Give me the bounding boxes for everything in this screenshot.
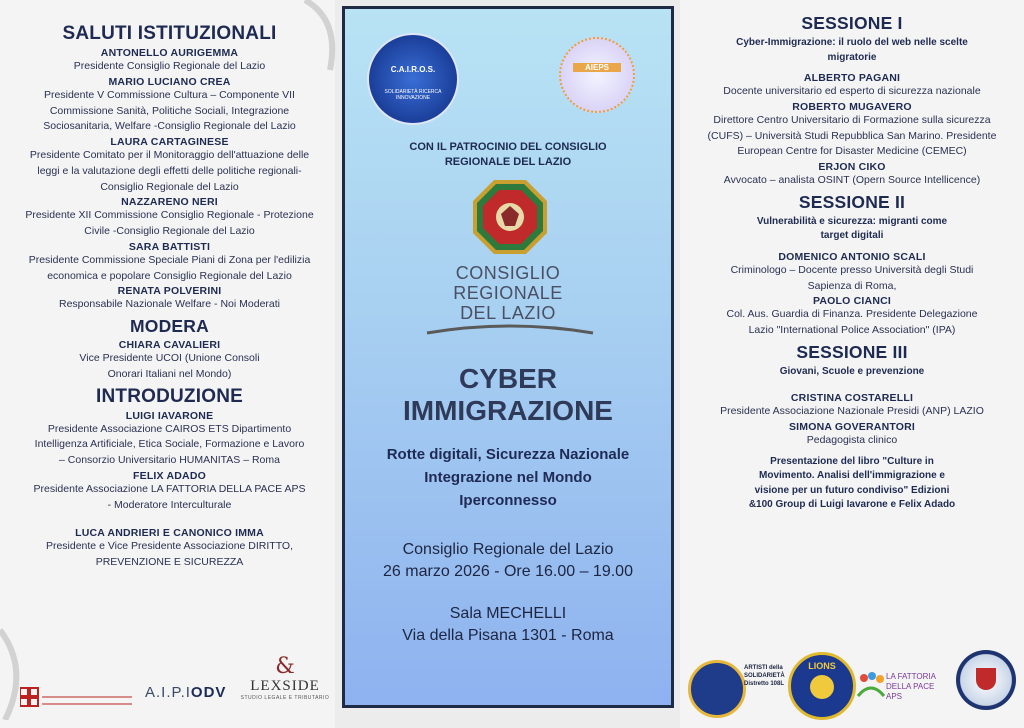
person-name: RENATA POLVERINI [117, 285, 222, 298]
aieps-logo [559, 37, 635, 113]
session-3-list [696, 392, 1008, 449]
person-name: SIMONA GOVERANTORI [788, 421, 916, 433]
session-3-title: SESSIONE III [796, 341, 908, 362]
person-role: Presidente Associazione LA FATTORIA DELLA PACE APS - Moderatore Interculturale [33, 482, 306, 511]
event-info [345, 539, 671, 647]
consiglio-logo-text [425, 263, 591, 323]
person-role: Avvocato – analista OSINT (Opern Source Intellicence) [723, 174, 981, 186]
police-shield-icon [976, 668, 996, 690]
person-role: Presidente V Commissione Cultura – Componente VII Commissione Sanità, Politiche Sociali, Integrazione Sociosanitaria, Welfare -Consiglio Regionale del Lazio [43, 88, 296, 133]
fattoria-text: LA FATTORIA DELLA PACE APS [886, 672, 936, 701]
logo-line: CONSIGLIO [455, 263, 561, 283]
logo-underline-icon [425, 323, 595, 337]
person-role: Presidente Associazione Nazionale Presidi (ANP) LAZIO [720, 405, 984, 418]
person-entry [696, 392, 1008, 420]
person-role: Presidente XII Commissione Consiglio Regionale - Protezione Civile -Consiglio Regionale del Lazio [25, 209, 314, 237]
person-name: ROBERTO MUGAVERO [792, 100, 912, 113]
logo-line: REGIONALE [453, 283, 563, 303]
person-entry [22, 410, 317, 469]
logo-fattoria [856, 666, 952, 706]
venue-text: Consiglio Regionale del Lazio [402, 541, 614, 558]
logo-artisti [688, 654, 788, 718]
person-entry [22, 47, 317, 75]
intro-list [22, 410, 317, 571]
lexside-symbol-icon: & [275, 654, 295, 679]
regione-lazio-crest-icon [471, 178, 549, 256]
event-title [345, 363, 671, 427]
person-role: Docente universitario ed esperto di sicurezza nazionale [723, 85, 981, 97]
person-entry [696, 101, 1008, 160]
person-entry [696, 295, 1008, 339]
left-panel [0, 0, 335, 728]
session-1-list [696, 72, 1008, 189]
person-role: Presidente Comitato per il Monitoraggio dell'attuazione delle leggi e la valutazione degli effetti delle politiche regionali-Consiglio Regionale del Lazio [29, 149, 310, 193]
logo-police-association [956, 650, 1016, 710]
modera-entry [22, 339, 317, 383]
person-name: LAURA CARTAGINESE [110, 136, 229, 148]
person-role: Criminologo – Docente presso Università degli Studi Sapienza di Roma, [730, 263, 974, 292]
artisti-text: ARTISTI della SOLIDARIETÀ Distretto 108L [744, 665, 785, 687]
lions-center-icon [810, 675, 834, 699]
person-name: DOMENICO ANTONIO SCALI [778, 250, 926, 263]
session-2-title: SESSIONE II [798, 191, 906, 212]
aipi-text: A.I.P.I [145, 684, 191, 701]
cairos-sub: SOLIDARIETÀ RICERCA INNOVAZIONE [384, 89, 442, 101]
person-name: ANTONELLO AURIGEMMA [100, 47, 239, 59]
logo-aipi [145, 684, 226, 701]
room-text: Sala MECHELLI [449, 605, 567, 622]
person-role: Pedagogista clinico [806, 434, 898, 446]
person-entry [696, 421, 1008, 449]
person-entry [22, 241, 317, 285]
session-3-subtitle: Giovani, Scuole e prevenzione [779, 365, 925, 377]
cairos-logo [367, 33, 459, 125]
person-name: CHIARA CAVALIERI [118, 339, 221, 351]
person-name: NAZZARENO NERI [121, 196, 218, 209]
fattoria-people-icon [856, 670, 886, 700]
book-presentation: Presentazione del libro "Culture in Movimento. Analisi dell'immigrazione e visione per un futuro condiviso" Edizioni &100 Group di Luigi Iavarone e Felix Adado [748, 455, 956, 511]
subtitle-line: Iperconnesso [459, 492, 557, 509]
person-name: LUCA ANDRIERI E CANONICO IMMA [75, 527, 264, 540]
lexside-text: LEXSIDE [250, 678, 320, 694]
modera-title: MODERA [130, 316, 209, 336]
session-1-title: SESSIONE I [801, 13, 903, 33]
session-2-list [696, 251, 1008, 339]
person-name: LUIGI IAVARONE [125, 409, 214, 422]
swirl-decoration-icon [300, 0, 342, 80]
right-panel [680, 0, 1024, 728]
person-role: Presidente Consiglio Regionale del Lazio [73, 60, 266, 72]
session-2-subtitle: Vulnerabilità e sicurezza: migranti come target digitali [756, 215, 948, 242]
person-role: Responsabile Nazionale Welfare - Noi Moderati [59, 298, 280, 311]
lions-text: LIONS [808, 661, 836, 671]
person-entry [22, 285, 317, 313]
aieps-label: AIEPS [573, 63, 621, 72]
person-entry [22, 76, 317, 135]
person-entry [22, 136, 317, 195]
saluti-list [22, 47, 317, 313]
person-entry [22, 196, 317, 240]
subtitle-line: Rotte digitali, Sicurezza Nazionale [386, 446, 630, 463]
person-entry [22, 470, 317, 514]
person-entry [696, 161, 1008, 189]
date-text: 26 marzo 2026 - Ore 16.00 – 19.00 [383, 563, 633, 580]
address-text: Via della Pisana 1301 - Roma [402, 627, 614, 644]
person-entry [22, 527, 317, 571]
event-subtitle [345, 443, 671, 512]
person-role: Presidente e Vice Presidente Associazione DIRITTO, PREVENZIONE E SICUREZZA [45, 540, 294, 568]
intro-title: INTRODUZIONE [95, 385, 243, 407]
person-name: CRISTINA COSTARELLI [790, 392, 914, 405]
title-line-2: IMMIGRAZIONE [403, 395, 613, 426]
person-role: Presidente Commissione Speciale Piani di Zona per l'edilizia economica e popolare Consiglio Regionale del Lazio [28, 253, 311, 282]
person-name: ERJON CIKO [818, 161, 886, 173]
person-name: FELIX ADADO [133, 469, 206, 482]
center-panel [342, 6, 674, 708]
logo-line: DEL LAZIO [460, 303, 556, 323]
patrocinio-text: CON IL PATROCINIO DEL CONSIGLIO REGIONALE DEL LAZIO [409, 141, 607, 168]
subtitle-line: Integrazione nel Mondo [424, 469, 592, 486]
title-line-1: CYBER [458, 363, 557, 394]
logo-lexside [240, 656, 330, 701]
artisti-badge-icon [688, 660, 746, 718]
person-name: ALBERTO PAGANI [803, 72, 901, 84]
person-name: MARIO LUCIANO CREA [108, 75, 231, 88]
saluti-title: SALUTI ISTITUZIONALI [62, 23, 277, 44]
person-name: PAOLO CIANCI [812, 295, 892, 308]
lexside-sub: STUDIO LEGALE E TRIBUTARIO [240, 695, 330, 701]
person-name: SARA BATTISTI [128, 240, 211, 253]
person-role: Vice Presidente UCOI (Unione Consoli Onorari Italiani nel Mondo) [79, 352, 260, 380]
swirl-decoration-icon [0, 620, 40, 720]
session-1-subtitle: Cyber-Immigrazione: il ruolo del web nelle scelte migratorie [736, 37, 968, 63]
cairos-label: C.A.I.R.O.S. [390, 65, 436, 74]
odv-text: ODV [190, 684, 227, 701]
person-role: Presidente Associazione CAIROS ETS Dipartimento Intelligenza Artificiale, Etica Sociale, Formazione e Lavoro – Consorzio Universitario HUMANITAS – Roma [34, 422, 305, 466]
logo-lions [788, 652, 856, 720]
person-role: Direttore Centro Universitario di Formazione sulla sicurezza (CUFS) – Università Studi Repubblica San Marino. Presidente European Centre for Disaster Medicine (CEMEC) [707, 113, 997, 158]
person-entry [696, 72, 1008, 100]
person-role: Col. Aus. Guardia di Finanza. Presidente Delegazione Lazio "International Police Association" (IPA) [726, 308, 978, 336]
person-entry [696, 251, 1008, 295]
